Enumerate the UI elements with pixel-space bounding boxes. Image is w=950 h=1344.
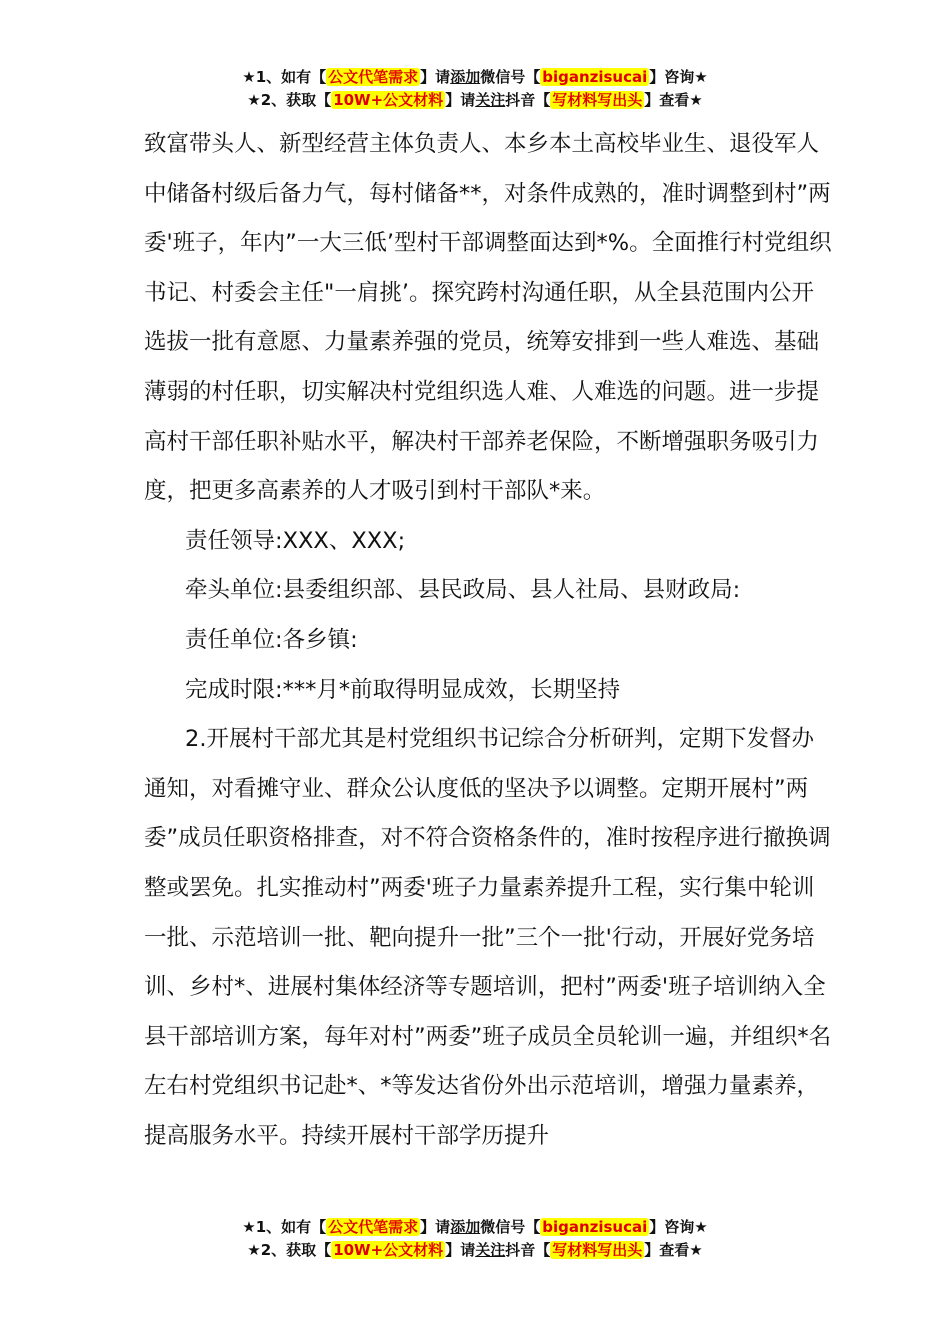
- banner-text: 】请: [445, 1241, 476, 1259]
- banner-highlight-service: 公文代笔需求: [328, 68, 419, 86]
- banner-text: 】咨询★: [649, 1218, 708, 1236]
- banner-text: 】请: [420, 1218, 451, 1236]
- banner-text: 】咨询★: [649, 68, 708, 86]
- banner-highlight-wechat: biganzisucai: [542, 68, 648, 86]
- banner-text: ★2、获取【: [247, 1241, 332, 1259]
- footer-banner: [0, 1216, 950, 1262]
- banner-underlined: 添加: [450, 1218, 481, 1236]
- header-banner: [0, 66, 950, 112]
- document-body: [144, 120, 834, 1161]
- banner-text: 微信号【: [480, 68, 541, 86]
- banner-highlight-douyin: 写材料写出头: [552, 91, 643, 109]
- banner-underlined: 关注: [475, 91, 506, 109]
- banner-text: 】查看★: [644, 91, 703, 109]
- banner-text: ★1、如有【: [242, 1218, 327, 1236]
- banner-highlight-wechat: biganzisucai: [542, 1218, 648, 1236]
- banner-highlight-materials: 10W+公文材料: [333, 91, 444, 109]
- banner-text: 】查看★: [644, 1241, 703, 1259]
- responsible-leaders: 责任领导:XXX、XXX;: [185, 527, 406, 554]
- paragraph: 致富带头人、新型经营主体负责人、本乡本土高校毕业生、退役军人中储备村级后备力气，每村储备**，对条件成熟的，准时调整到村”两委'班子，年内”一大三低’型村干部调整面达到*%。全面推行村党组织书记、村委会主任"一肩挑’。探究跨村沟通任职，从全县范围内公开选拔一批有意愿、力量素养强的党员，统筹安排到一些人难选、基础薄弱的村任职，切实解决村党组织选人难、人难选的问题。进一步提高村干部任职补贴水平，解决村干部养老保险，不断增强职务吸引力度，把更多高素养的人才吸引到村干部队*来。: [144, 131, 832, 505]
- banner-text: 微信号【: [480, 1218, 541, 1236]
- banner-text: ★1、如有【: [242, 68, 327, 86]
- banner-line-1: [0, 66, 950, 89]
- banner-highlight-douyin: 写材料写出头: [552, 1241, 643, 1259]
- banner-line-2: [0, 89, 950, 112]
- banner-text: 】请: [420, 68, 451, 86]
- banner-highlight-service: 公文代笔需求: [328, 1218, 419, 1236]
- banner-text: 抖音【: [505, 1241, 551, 1259]
- banner-highlight-materials: 10W+公文材料: [333, 1241, 444, 1259]
- responsible-units: 责任单位:各乡镇:: [185, 626, 358, 653]
- deadline: 完成时限:***月*前取得明显成效，长期坚持: [185, 676, 621, 703]
- banner-text: ★2、获取【: [247, 91, 332, 109]
- banner-underlined: 添加: [450, 68, 481, 86]
- paragraph: 2.开展村干部尤其是村党组织书记综合分析研判，定期下发督办通知，对看摊守业、群众公认度低的坚决予以调整。定期开展村”两委”成员任职资格排查，对不符合资格条件的，准时按程序进行撤换调整或罢免。扎实推动村”两委'班子力量素养提升工程，实行集中轮训一批、示范培训一批、靶向提升一批”三个一批'行动，开展好党务培训、乡村*、进展村集体经济等专题培训，把村”两委'班子培训纳入全县干部培训方案，每年对村”两委”班子成员全员轮训一遍，并组织*名左右村党组织书记赴*、*等发达省份外出示范培训，增强力量素养，提高服务水平。持续开展村干部学历提升: [144, 726, 832, 1149]
- banner-line-2: [0, 1239, 950, 1262]
- banner-line-1: [0, 1216, 950, 1239]
- banner-underlined: 关注: [475, 1241, 506, 1259]
- lead-units: 牵头单位:县委组织部、县民政局、县人社局、县财政局:: [185, 577, 741, 604]
- banner-text: 抖音【: [505, 91, 551, 109]
- banner-text: 】请: [445, 91, 476, 109]
